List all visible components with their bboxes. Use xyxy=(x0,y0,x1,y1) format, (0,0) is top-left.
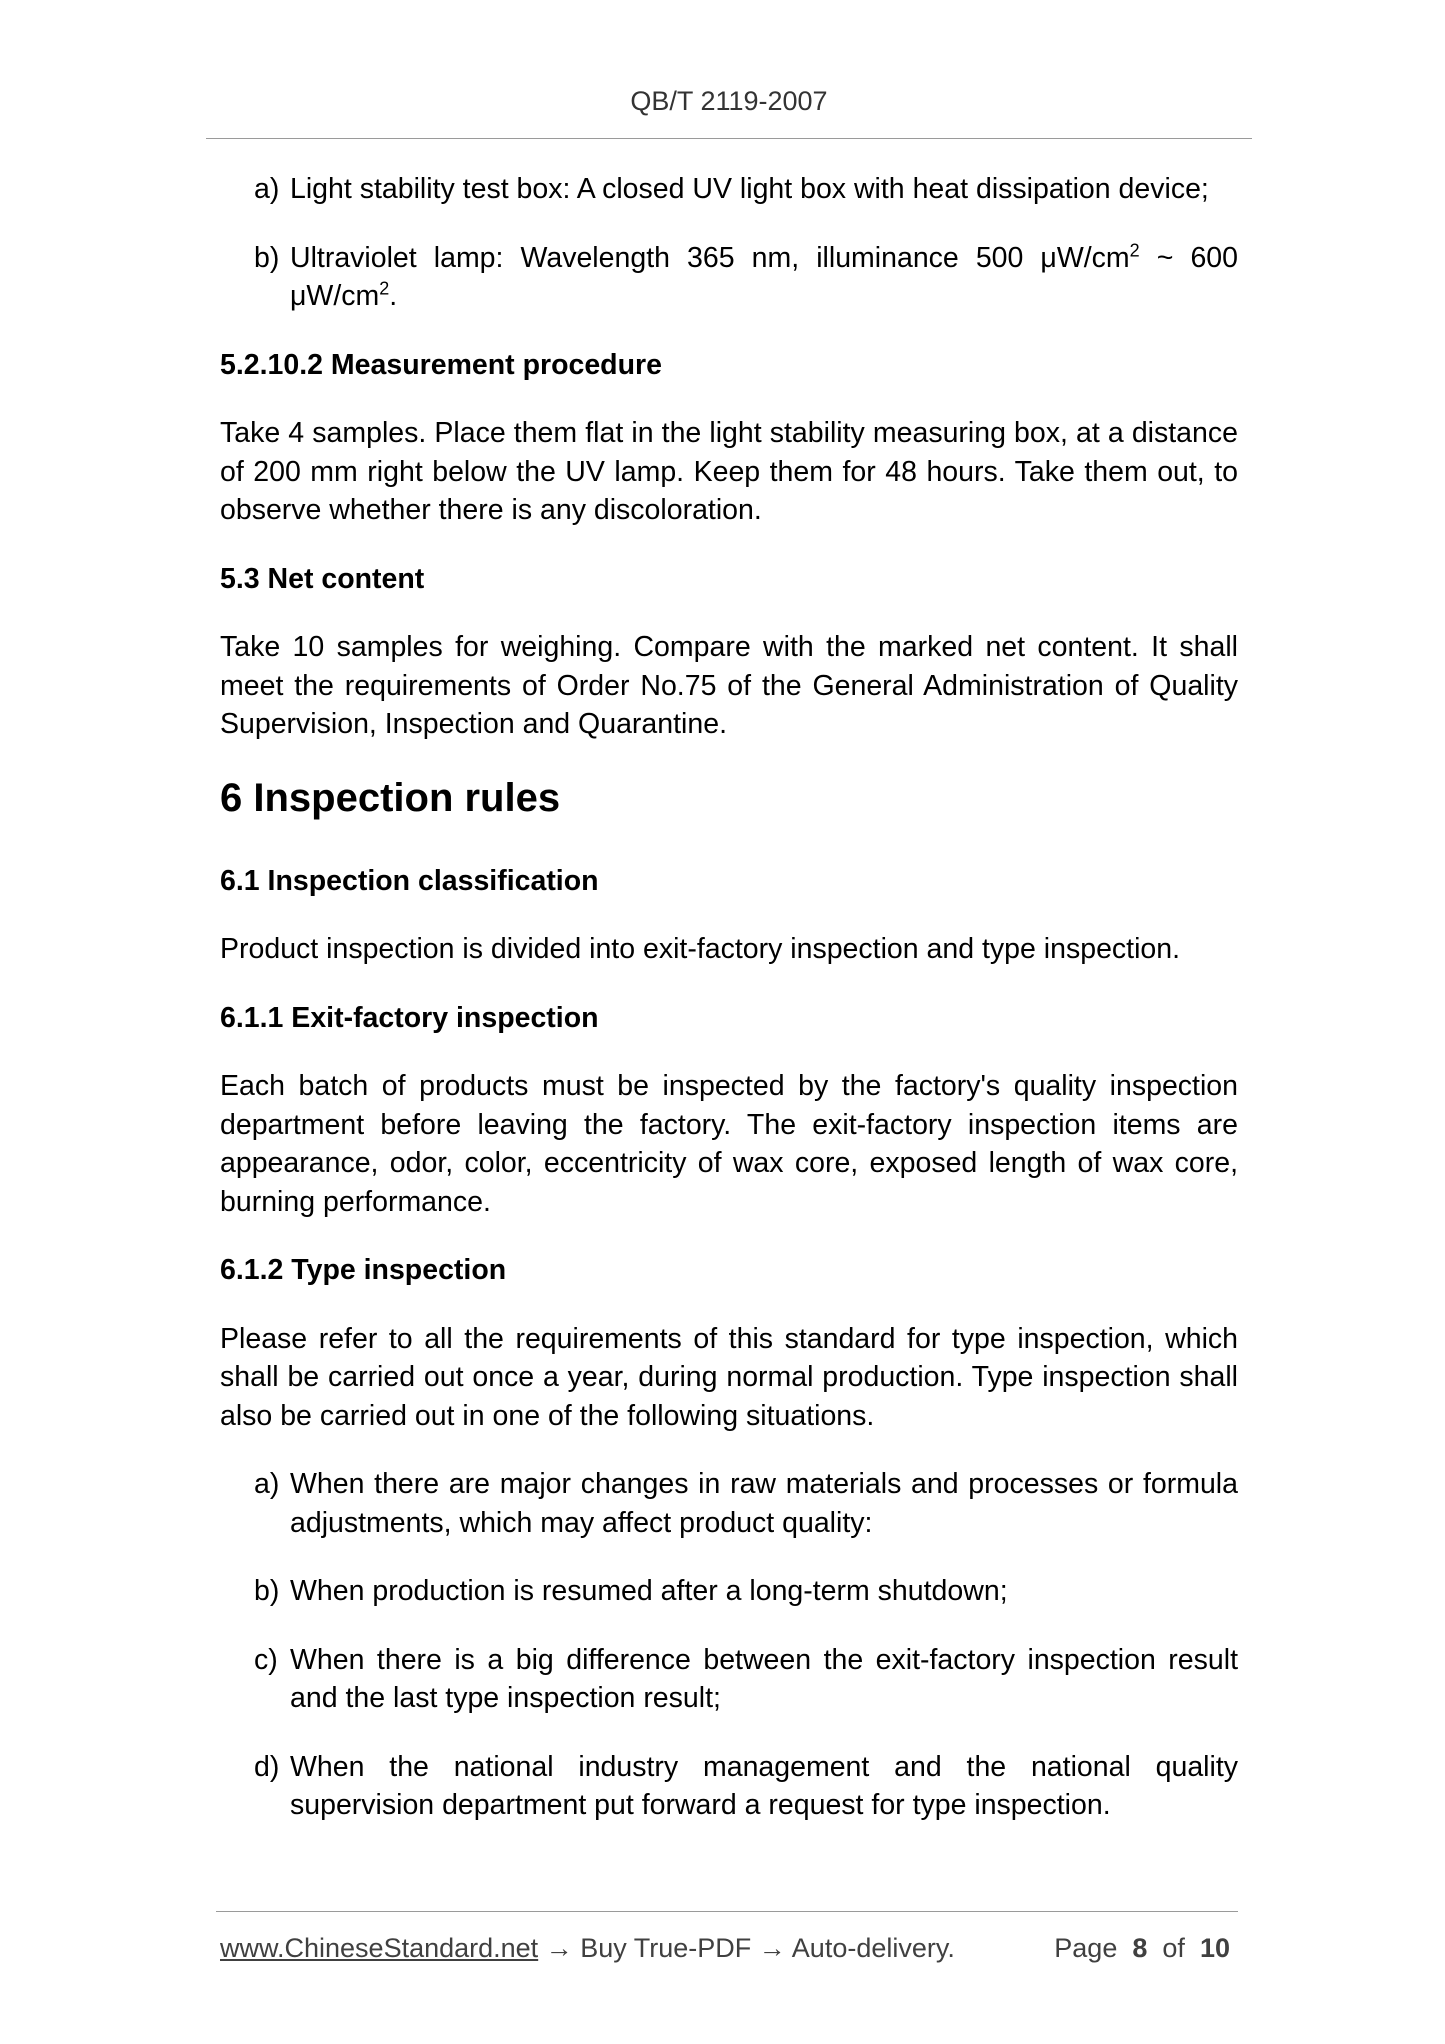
text-run: Ultraviolet lamp: Wavelength 365 nm, illuminance 500 μW/cm xyxy=(290,241,1130,274)
section-heading-6-1-1: 6.1.1 Exit-factory inspection xyxy=(220,1001,599,1034)
text-run: . xyxy=(389,280,398,312)
document-code-header: QB/T 2119-2007 xyxy=(630,86,828,116)
section-heading-6-1-2: 6.1.2 Type inspection xyxy=(220,1254,507,1286)
section-heading-6-1: 6.1 Inspection classification xyxy=(220,864,599,897)
list-item xyxy=(220,170,1238,209)
arrow-right-icon: → xyxy=(545,1933,573,1963)
section-heading-5-3: 5.3 Net content xyxy=(220,562,425,595)
section-heading-5-2-10-2: 5.2.10.2 Measurement procedure xyxy=(220,348,662,381)
website-link[interactable]: www.ChineseStandard.net xyxy=(220,1933,539,1963)
footer-promo xyxy=(220,1928,955,1968)
list-marker: b) xyxy=(254,1575,280,1607)
list-marker: a) xyxy=(254,173,280,205)
page-number xyxy=(1054,1928,1230,1968)
list-item xyxy=(220,1641,1238,1718)
arrow-right-icon: → xyxy=(758,1933,786,1963)
list-item xyxy=(220,239,1238,316)
buy-pdf-text: Buy True-PDF xyxy=(580,1933,752,1963)
list-item-text: When there are major changes in raw materials and processes or formula adjustments, which may affect product quality: xyxy=(290,1468,1238,1539)
section-paragraph: Each batch of products must be inspected by the factory's quality inspection department before leaving the factory. The exit-factory inspection items are appearance, odor, color, eccentricity of wax core, exposed length of wax core, burning performance. xyxy=(220,1070,1238,1218)
total-pages: 10 xyxy=(1199,1933,1230,1963)
section-paragraph: Take 10 samples for weighing. Compare with the marked net content. It shall meet the requirements of Order No.75 of the General Administration of Quality Supervision, Inspection and Quarantine. xyxy=(220,631,1238,740)
list-item-text: Light stability test box: A closed UV light box with heat dissipation device; xyxy=(290,173,1209,205)
page-label: Page xyxy=(1054,1933,1118,1963)
page-content xyxy=(220,170,1238,1855)
auto-delivery-text: Auto-delivery. xyxy=(791,1933,955,1963)
list-marker: d) xyxy=(254,1750,280,1783)
list-marker: a) xyxy=(254,1468,280,1500)
section-paragraph: Please refer to all the requirements of this standard for type inspection, which shall be carried out once a year, during normal production. Type inspection shall also be carried out in one of the following situations. xyxy=(220,1322,1238,1432)
footer-divider xyxy=(216,1911,1238,1912)
list-marker: b) xyxy=(254,241,280,274)
superscript: 2 xyxy=(379,278,390,299)
list-item-text: When the national industry management and the national quality supervision department put forward a request for type inspection. xyxy=(290,1750,1238,1821)
list-item xyxy=(220,1748,1238,1825)
superscript: 2 xyxy=(1129,240,1140,260)
text-run: ~ 600 μW/cm xyxy=(290,241,1238,312)
list-item-text xyxy=(290,239,1238,316)
chapter-heading-6: 6 Inspection rules xyxy=(220,775,561,820)
section-paragraph: Take 4 samples. Place them flat in the light stability measuring box, at a distance of 200 mm right below the UV lamp. Keep them for 48 hours. Take them out, to observe whether there is any discoloration. xyxy=(220,417,1238,526)
list-marker: c) xyxy=(254,1643,278,1676)
current-page: 8 xyxy=(1132,1933,1148,1963)
list-item-text: When production is resumed after a long-term shutdown; xyxy=(290,1575,1008,1607)
list-item-text: When there is a big difference between the exit-factory inspection result and the last type inspection result; xyxy=(290,1643,1238,1714)
of-label: of xyxy=(1162,1933,1185,1963)
list-item xyxy=(220,1465,1238,1542)
section-paragraph: Product inspection is divided into exit-factory inspection and type inspection. xyxy=(220,933,1181,965)
header-divider xyxy=(206,138,1252,139)
list-item xyxy=(220,1572,1238,1611)
